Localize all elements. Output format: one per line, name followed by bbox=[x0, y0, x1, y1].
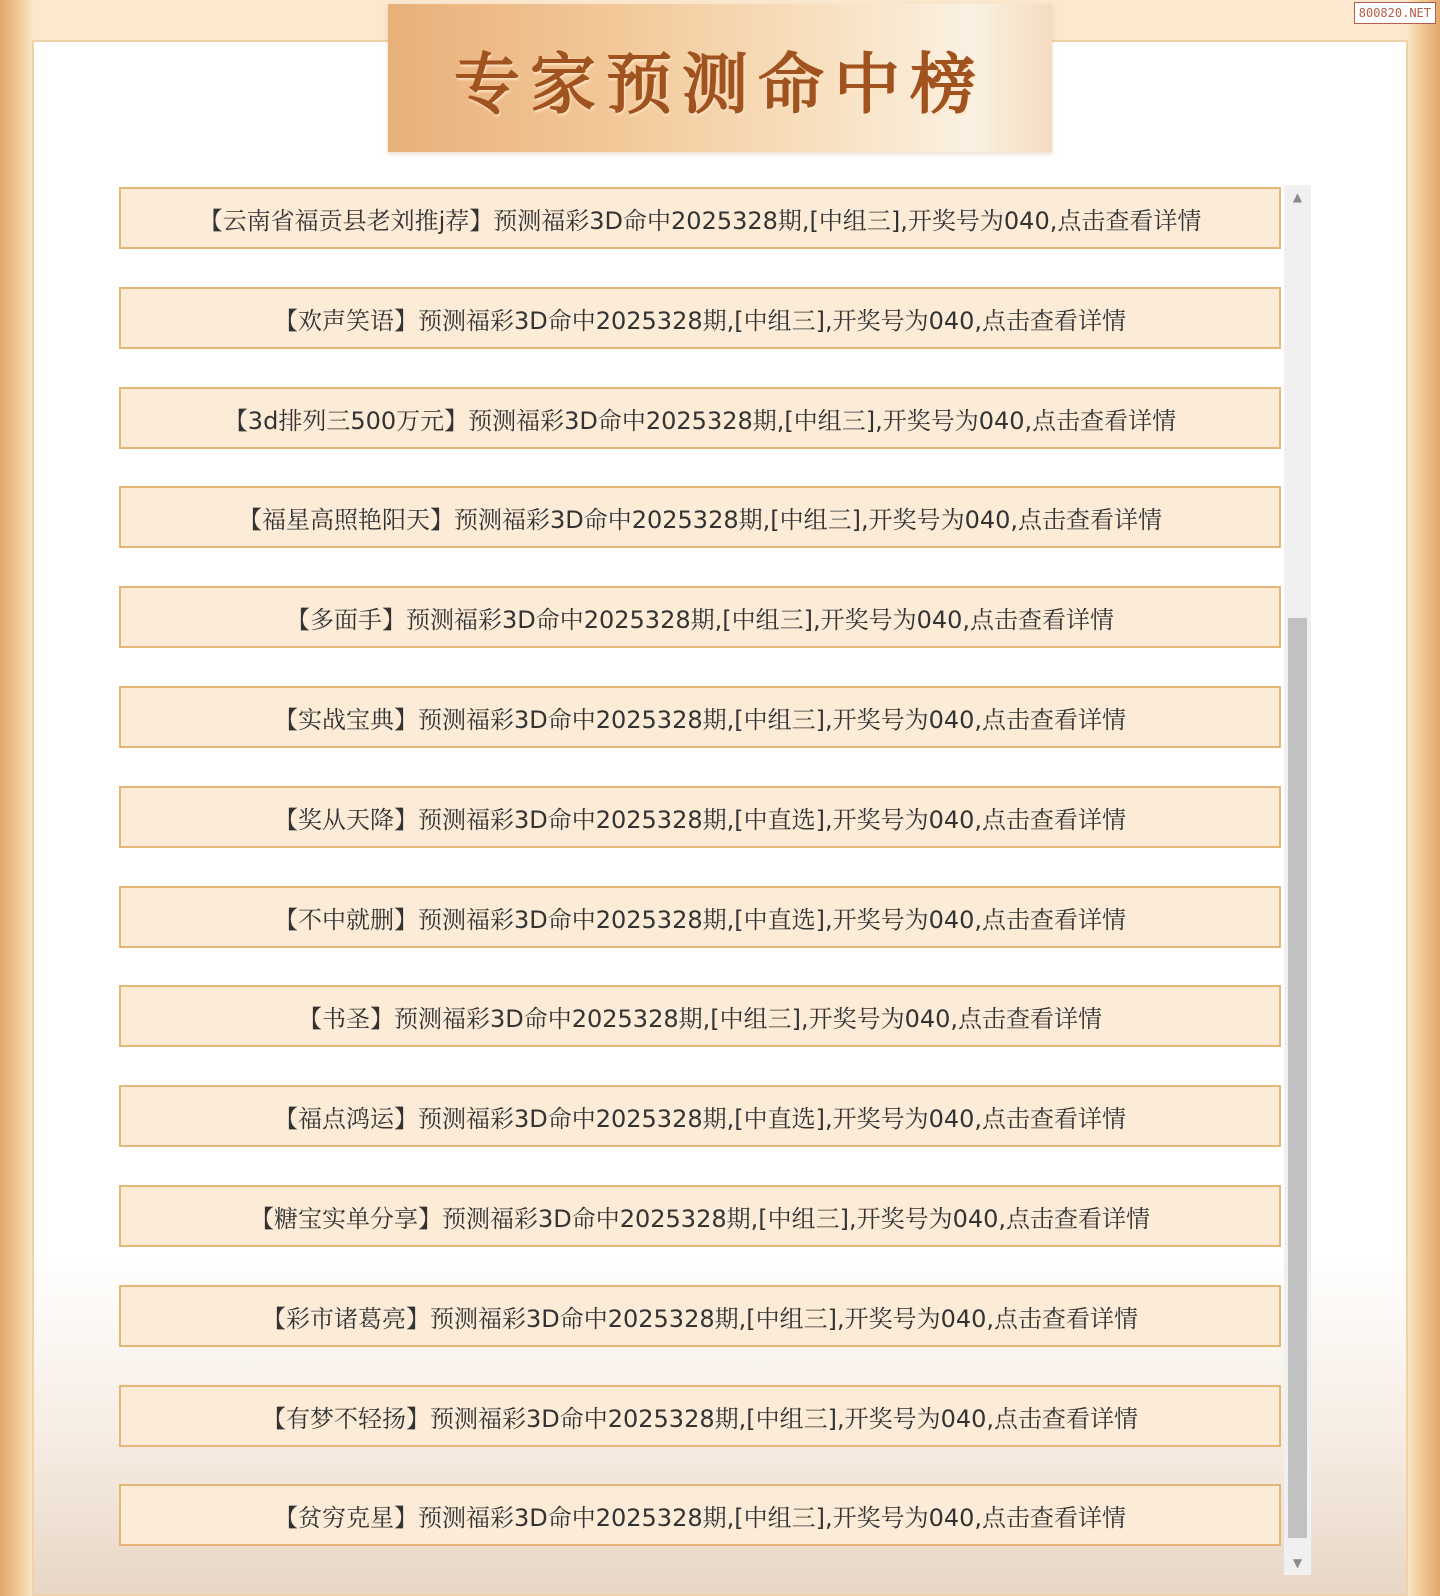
prediction-row-label: 【云南省福贡县老刘推j荐】预测福彩3D命中2025328期,[中组三],开奖号为040,点击查看详情 bbox=[198, 206, 1202, 235]
prediction-row[interactable] bbox=[119, 686, 1281, 748]
prediction-row[interactable] bbox=[119, 985, 1281, 1047]
prediction-row[interactable] bbox=[119, 287, 1281, 349]
prediction-row-label: 【书圣】预测福彩3D命中2025328期,[中组三],开奖号为040,点击查看详情 bbox=[297, 1004, 1103, 1033]
prediction-row-label: 【奖从天降】预测福彩3D命中2025328期,[中直选],开奖号为040,点击查看详情 bbox=[273, 805, 1127, 834]
prediction-row[interactable] bbox=[119, 486, 1281, 548]
prediction-row[interactable] bbox=[119, 187, 1281, 249]
prediction-row[interactable] bbox=[119, 1385, 1281, 1447]
page-title: 专家预测命中榜 bbox=[454, 45, 986, 123]
prediction-row-label: 【实战宝典】预测福彩3D命中2025328期,[中组三],开奖号为040,点击查看详情 bbox=[273, 705, 1127, 734]
scroll-down-icon[interactable]: ▼ bbox=[1292, 1556, 1303, 1570]
scroll-up-icon[interactable]: ▲ bbox=[1292, 190, 1303, 204]
prediction-row-label: 【贫穷克星】预测福彩3D命中2025328期,[中组三],开奖号为040,点击查看详情 bbox=[273, 1503, 1127, 1532]
prediction-row[interactable] bbox=[119, 1484, 1281, 1546]
prediction-row[interactable] bbox=[119, 886, 1281, 948]
prediction-row-label: 【多面手】预测福彩3D命中2025328期,[中组三],开奖号为040,点击查看详情 bbox=[285, 605, 1115, 634]
prediction-row-label: 【有梦不轻扬】预测福彩3D命中2025328期,[中组三],开奖号为040,点击查看详情 bbox=[261, 1404, 1139, 1433]
site-watermark: 800820.NET bbox=[1354, 2, 1436, 24]
prediction-row[interactable] bbox=[119, 786, 1281, 848]
prediction-row[interactable] bbox=[119, 387, 1281, 449]
prediction-row[interactable] bbox=[119, 586, 1281, 648]
prediction-row[interactable] bbox=[119, 1085, 1281, 1147]
prediction-row-label: 【3d排列三500万元】预测福彩3D命中2025328期,[中组三],开奖号为040,点击查看详情 bbox=[223, 406, 1177, 435]
scroll-thumb[interactable] bbox=[1288, 618, 1307, 1538]
prediction-row-label: 【糖宝实单分享】预测福彩3D命中2025328期,[中组三],开奖号为040,点击查看详情 bbox=[249, 1204, 1151, 1233]
prediction-row-label: 【福星高照艳阳天】预测福彩3D命中2025328期,[中组三],开奖号为040,点击查看详情 bbox=[237, 505, 1163, 534]
prediction-row[interactable] bbox=[119, 1185, 1281, 1247]
title-banner bbox=[388, 4, 1052, 152]
prediction-row[interactable] bbox=[119, 1285, 1281, 1347]
prediction-row-label: 【彩市诸葛亮】预测福彩3D命中2025328期,[中组三],开奖号为040,点击查看详情 bbox=[261, 1304, 1139, 1333]
prediction-row-label: 【不中就删】预测福彩3D命中2025328期,[中直选],开奖号为040,点击查看详情 bbox=[273, 905, 1127, 934]
prediction-row-label: 【福点鸿运】预测福彩3D命中2025328期,[中直选],开奖号为040,点击查看详情 bbox=[273, 1104, 1127, 1133]
prediction-row-label: 【欢声笑语】预测福彩3D命中2025328期,[中组三],开奖号为040,点击查看详情 bbox=[273, 306, 1127, 335]
vertical-scrollbar[interactable] bbox=[1284, 185, 1311, 1575]
